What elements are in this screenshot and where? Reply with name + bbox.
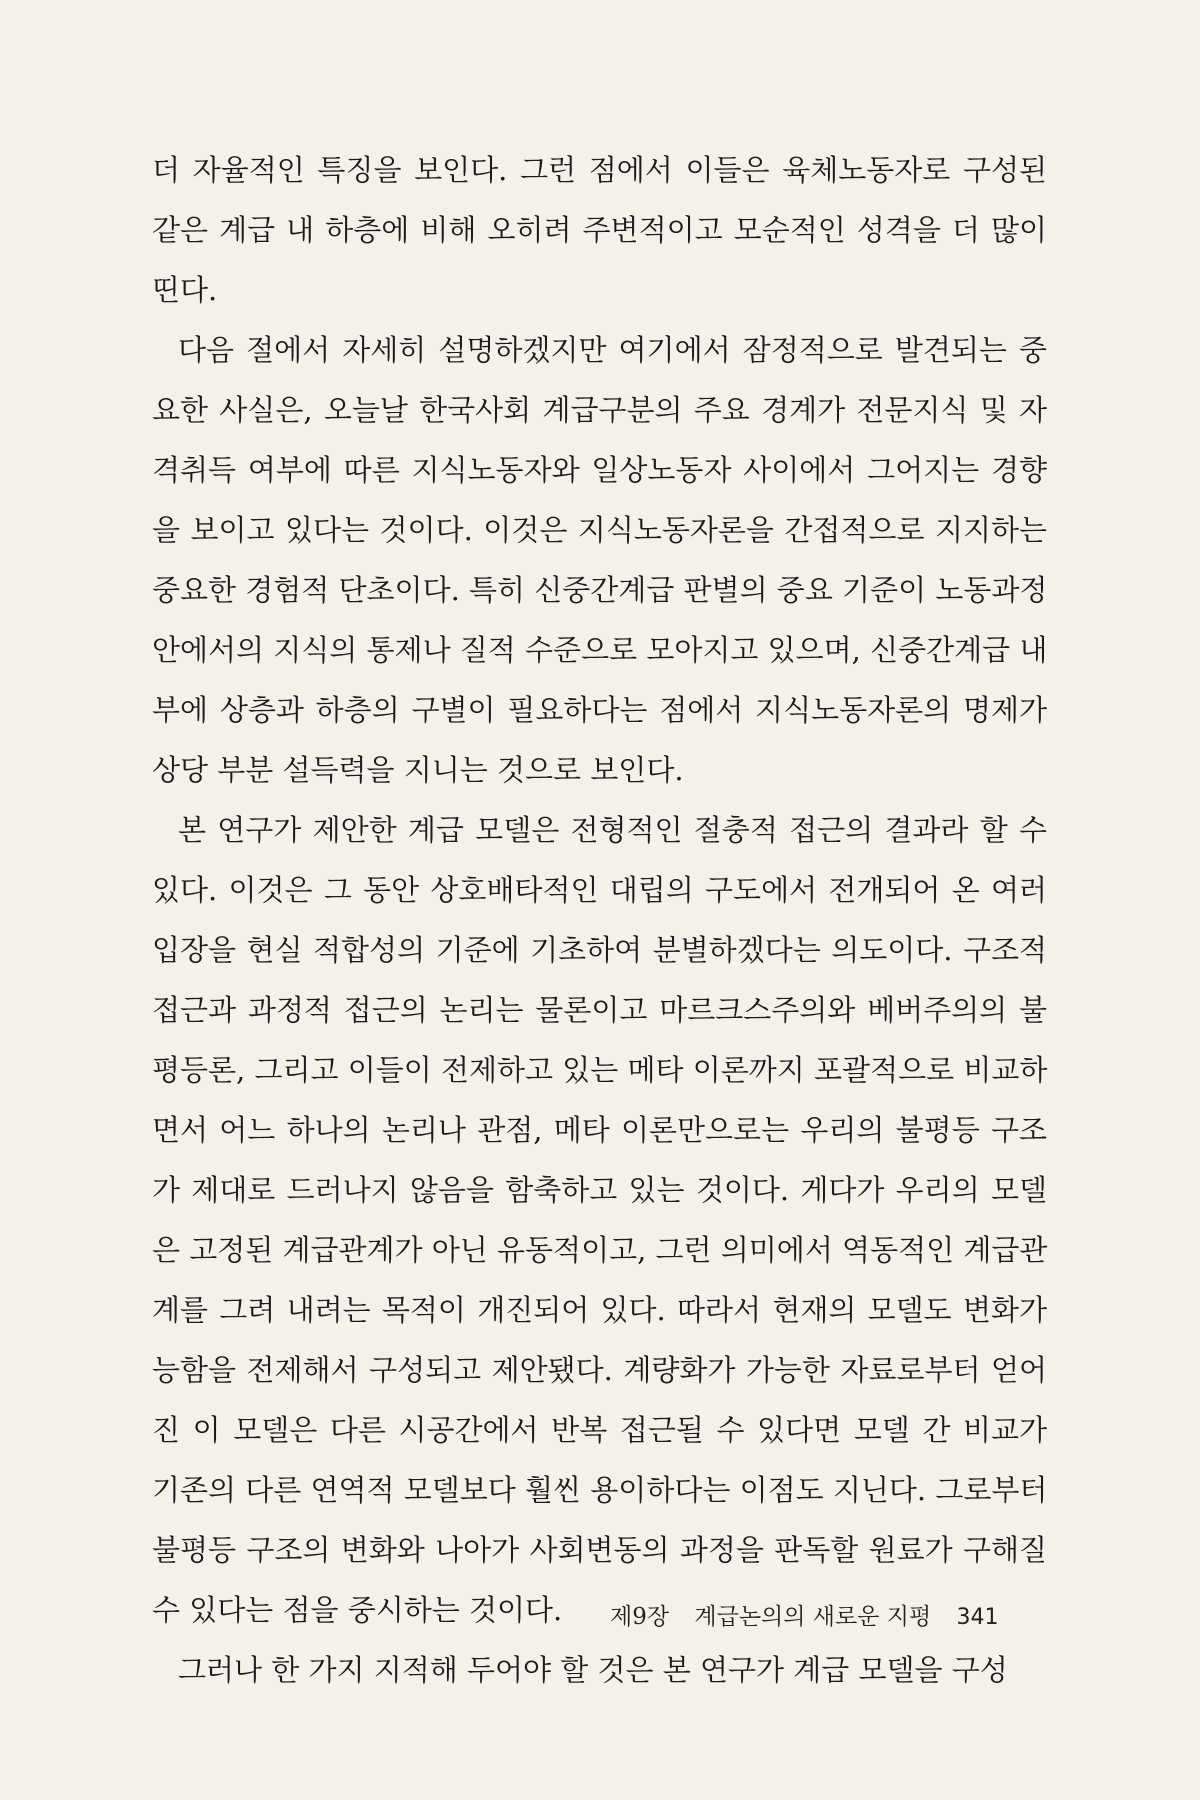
- text-line: 불평등 구조의 변화와 나아가 사회변동의 과정을 판독할 원료가 구해질: [152, 1533, 1047, 1567]
- text-line: 진 이 모델은 다른 시공간에서 반복 접근될 수 있다면 모델 간 비교가: [152, 1413, 1047, 1447]
- text-line: 능함을 전제해서 구성되고 제안됐다. 계량화가 가능한 자료로부터 얻어: [152, 1353, 1047, 1387]
- text-line: 을 보이고 있다는 것이다. 이것은 지식노동자론을 간접적으로 지지하는: [152, 513, 1047, 547]
- chapter-label: 제9장: [610, 1604, 670, 1630]
- text-line: 접근과 과정적 접근의 논리는 물론이고 마르크스주의와 베버주의의 불: [152, 993, 1047, 1027]
- text-line: 있다. 이것은 그 동안 상호배타적인 대립의 구도에서 전개되어 온 여러: [152, 873, 1047, 907]
- text-line: 면서 어느 하나의 논리나 관점, 메타 이론만으로는 우리의 불평등 구조: [152, 1113, 1047, 1147]
- text-line: 기존의 다른 연역적 모델보다 훨씬 용이하다는 이점도 지닌다. 그로부터: [152, 1473, 1048, 1507]
- text-line: 계를 그려 내려는 목적이 개진되어 있다. 따라서 현재의 모델도 변화가: [152, 1293, 1047, 1327]
- text-line: 격취득 여부에 따른 지식노동자와 일상노동자 사이에서 그어지는 경향: [152, 453, 1047, 487]
- text-line: 평등론, 그리고 이들이 전제하고 있는 메타 이론까지 포괄적으로 비교하: [152, 1053, 1048, 1087]
- text-line: 더 자율적인 특징을 보인다. 그런 점에서 이들은 육체노동자로 구성된: [152, 153, 1047, 187]
- text-line: 수 있다는 점을 중시하는 것이다.: [152, 1593, 563, 1627]
- chapter-title: 계급논의의 새로운 지평: [694, 1604, 932, 1630]
- text-line: 은 고정된 계급관계가 아닌 유동적이고, 그런 의미에서 역동적인 계급관: [152, 1233, 1048, 1267]
- text-line: 중요한 경험적 단초이다. 특히 신중간계급 판별의 중요 기준이 노동과정: [152, 573, 1048, 607]
- text-line: 입장을 현실 적합성의 기준에 기초하여 분별하겠다는 의도이다. 구조적: [152, 933, 1047, 967]
- text-line: 가 제대로 드러나지 않음을 함축하고 있는 것이다. 게다가 우리의 모델: [152, 1173, 1047, 1207]
- text-line: 본 연구가 제안한 계급 모델은 전형적인 절충적 접근의 결과라 할 수: [178, 813, 1047, 847]
- text-line: 상당 부분 설득력을 지니는 것으로 보인다.: [152, 753, 684, 787]
- text-line: 안에서의 지식의 통제나 질적 수준으로 모아지고 있으며, 신중간계급 내: [152, 633, 1048, 667]
- page-footer: [610, 1597, 1000, 1637]
- text-line: 그러나 한 가지 지적해 두어야 할 것은 본 연구가 계급 모델을 구성: [178, 1653, 1008, 1687]
- text-line: 부에 상층과 하층의 구별이 필요하다는 점에서 지식노동자론의 명제가: [152, 693, 1047, 727]
- text-line: 요한 사실은, 오늘날 한국사회 계급구분의 주요 경계가 전문지식 및 자: [152, 393, 1047, 427]
- text-line: 띤다.: [152, 273, 218, 307]
- page-number: 341: [956, 1605, 999, 1630]
- body-text: [152, 140, 1047, 1700]
- text-line: 다음 절에서 자세히 설명하겠지만 여기에서 잠정적으로 발견되는 중: [178, 333, 1047, 367]
- text-line: 같은 계급 내 하층에 비해 오히려 주변적이고 모순적인 성격을 더 많이: [152, 213, 1047, 247]
